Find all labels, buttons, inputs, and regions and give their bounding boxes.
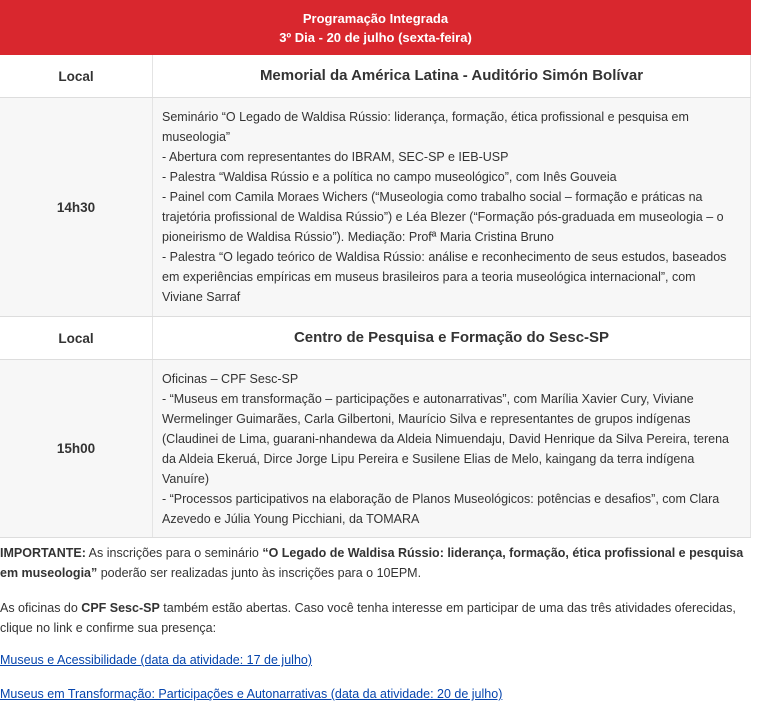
location-label: Local	[0, 317, 153, 360]
session-details	[153, 98, 751, 317]
session-line: - Palestra “O legado teórico de Waldisa Rússio: análise e reconhecimento de seus estudos, baseados em experiências empíricas em museus brasileiros para a teoria museológica internacional”, com Viviane Sarraf	[162, 250, 727, 304]
session-time: 15h00	[0, 360, 153, 538]
program-title: Programação Integrada	[302, 10, 449, 26]
workshops-note	[0, 598, 751, 638]
session-line: - Palestra “Waldisa Rússio e a política no campo museológico”, com Inês Gouveia	[162, 170, 617, 184]
location-label: Local	[0, 55, 153, 98]
program-header	[0, 0, 751, 55]
link-museus-acessibilidade[interactable]: Museus e Acessibilidade (data da atividade: 17 de julho)	[0, 653, 313, 667]
location-name: Memorial da América Latina - Auditório Simón Bolívar	[153, 55, 751, 98]
important-text-end: poderão ser realizadas junto às inscrições para o 10EPM.	[97, 566, 422, 580]
session-line: - Abertura com representantes do IBRAM, SEC-SP e IEB-USP	[162, 150, 509, 164]
link-museus-transformacao[interactable]: Museus em Transformação: Participações e Autonarrativas (data da atividade: 20 de julho)	[0, 687, 503, 701]
location-row	[0, 55, 751, 98]
session-details	[153, 360, 751, 538]
schedule-table	[0, 55, 751, 538]
location-row	[0, 317, 751, 360]
cpf-label: CPF Sesc-SP	[81, 601, 160, 615]
workshops-text-end: também estão abertas. Caso você tenha interesse em participar de uma das três atividades oferecidas, clique no link e confirme sua presença:	[0, 601, 736, 635]
session-line: Seminário “O Legado de Waldisa Rússio: liderança, formação, ética profissional e pesquisa em museologia”	[162, 110, 689, 144]
important-note	[0, 543, 751, 583]
session-time: 14h30	[0, 98, 153, 317]
session-line: Oficinas – CPF Sesc-SP	[162, 371, 299, 386]
session-line: - Painel com Camila Moraes Wichers (“Museologia como trabalho social – formação e práticas na trajetória profissional de Waldisa Rússio”) e Léa Blezer (“Formação pós-graduada em museologia – o pioneirismo de Waldisa Rússio”). Mediação: Profª Maria Cristina Bruno	[162, 190, 724, 244]
seminar-title: “O Legado de Waldisa Rússio: liderança, formação, ética profissional e pesquisa em museologia”	[0, 546, 744, 580]
session-line: - “Processos participativos na elaboração de Planos Museológicos: potências e desafios”, com Clara Azevedo e Júlia Young Picchiani, da TOMARA	[162, 491, 720, 526]
important-label: IMPORTANTE:	[0, 546, 86, 560]
session-row	[0, 360, 751, 538]
session-row	[0, 98, 751, 317]
session-line: - “Museus em transformação – participações e autonarrativas”, com Marília Xavier Cury, Viviane Wermelinger Guimarães, Carla Gilbertoni, Maurício Silva e representantes de grupos indígenas (Claudinei de Lima, guarani-nhandewa da Aldeia Nimuendaju, David Henrique da Silva Pereira, terena da Aldeia Ekeruá, Dirce Jorge Lipu Pereira e Susilene Elias de Melo, kaingang da terra indígena Vanuíre)	[162, 391, 730, 486]
important-text: As inscrições para o seminário	[85, 546, 263, 560]
program-day: 3º Dia - 20 de julho (sexta-feira)	[279, 29, 472, 45]
workshops-text: As oficinas do	[0, 601, 82, 615]
location-name: Centro de Pesquisa e Formação do Sesc-SP	[153, 317, 751, 360]
